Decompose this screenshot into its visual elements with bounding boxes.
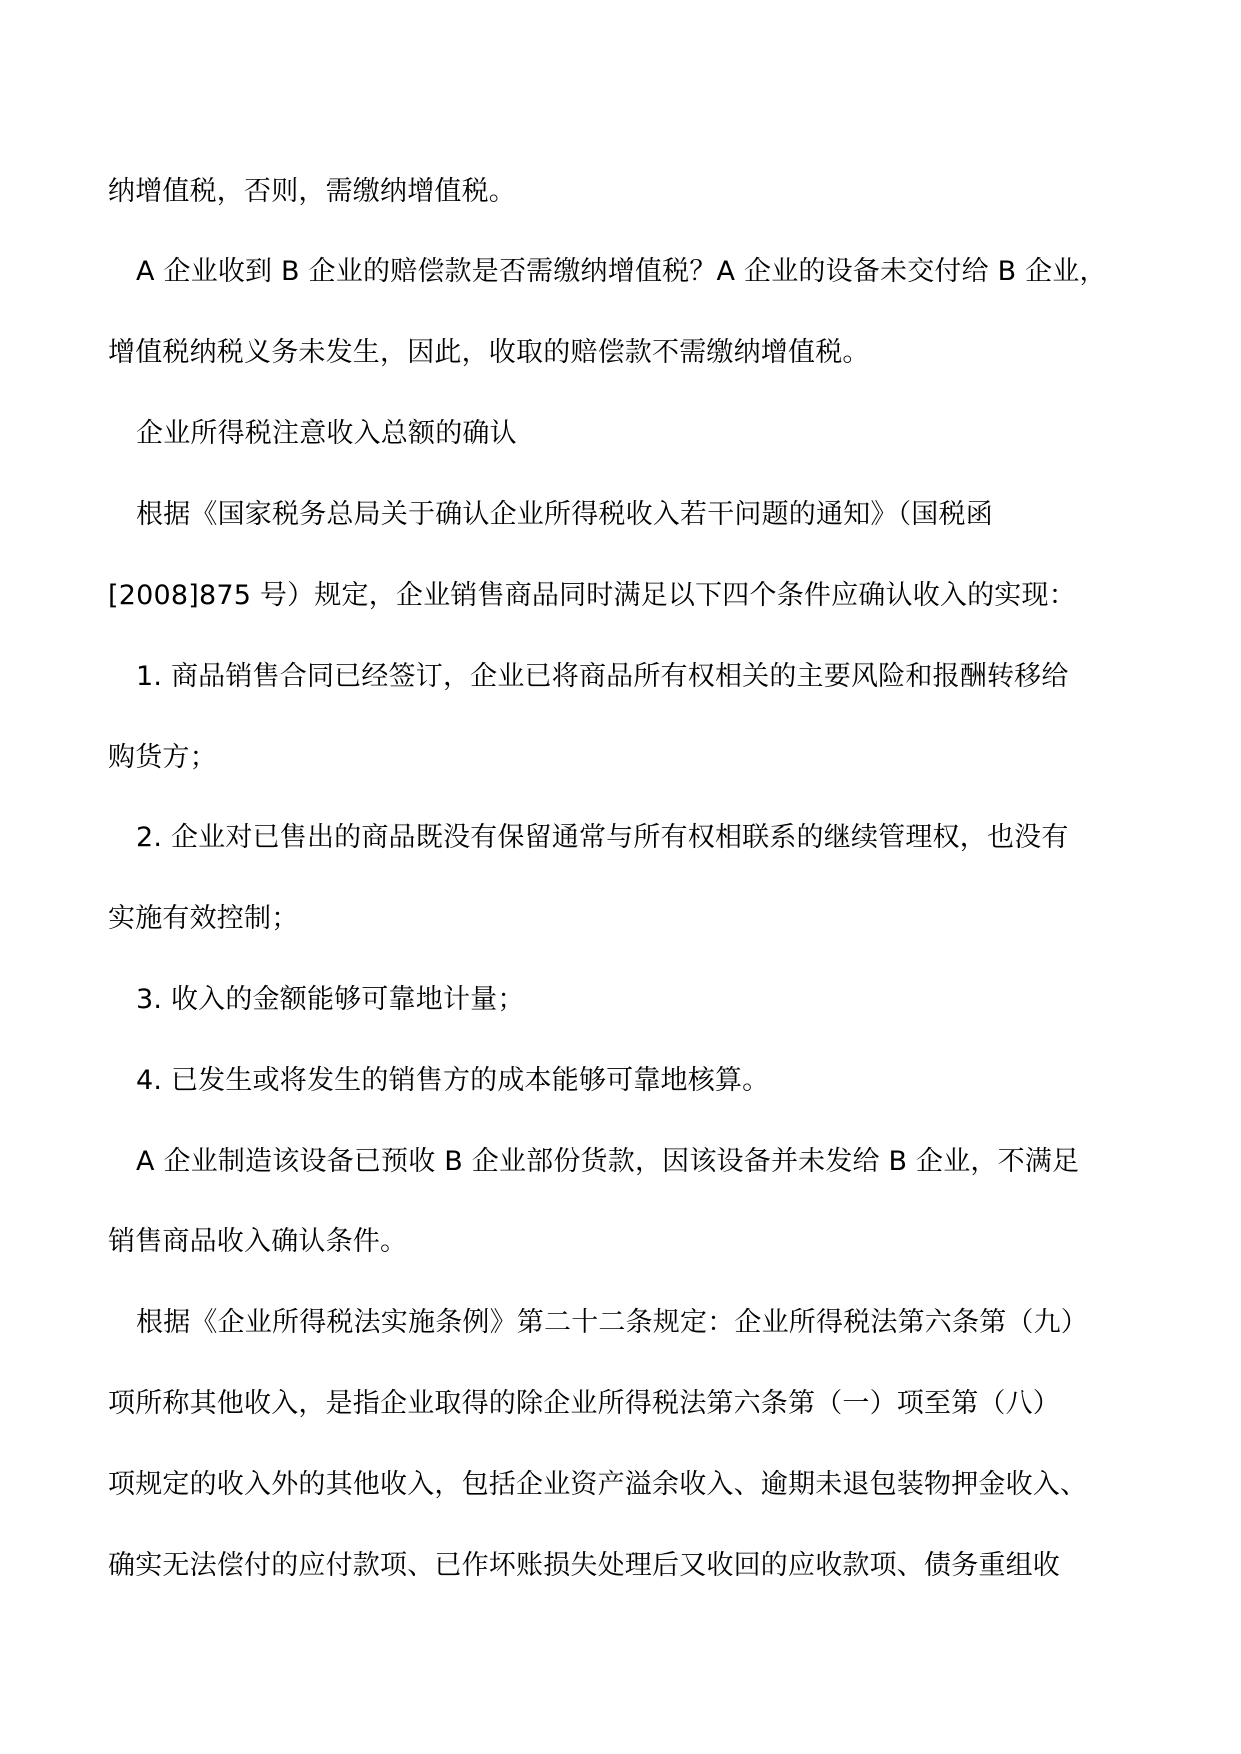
- list-item: 1. 商品销售合同已经签订，企业已将商品所有权相关的主要风险和报酬转移给: [136, 661, 1069, 692]
- paragraph-line: A 企业制造该设备已预收 B 企业部份货款，因该设备并未发给 B 企业，不满足: [136, 1146, 1080, 1177]
- section-heading: 企业所得税注意收入总额的确认: [136, 418, 517, 449]
- paragraph-line: 确实无法偿付的应付款项、已作坏账损失处理后又收回的应收款项、债务重组收: [108, 1550, 1060, 1581]
- paragraph-line: 项所称其他收入，是指企业取得的除企业所得税法第六条第（一）项至第（八）: [108, 1388, 1060, 1419]
- paragraph-line: 销售商品收入确认条件。: [108, 1226, 408, 1257]
- paragraph-line: 项规定的收入外的其他收入，包括企业资产溢余收入、逾期未退包装物押金收入、: [108, 1469, 1088, 1500]
- paragraph-line: 纳增值税，否则，需缴纳增值税。: [108, 176, 516, 207]
- paragraph-line: 根据《企业所得税法实施条例》第二十二条规定：企业所得税法第六条第（九）: [136, 1307, 1088, 1338]
- list-item: 2. 企业对已售出的商品既没有保留通常与所有权相联系的继续管理权，也没有: [136, 822, 1069, 853]
- list-item-continuation: 购货方；: [108, 742, 217, 773]
- paragraph-line: 根据《国家税务总局关于确认企业所得税收入若干问题的通知》（国税函: [136, 499, 993, 530]
- paragraph-line: [2008]875 号）规定，企业销售商品同时满足以下四个条件应确认收入的实现：: [108, 580, 1076, 611]
- list-item: 3. 收入的金额能够可靠地计量；: [136, 984, 525, 1015]
- paragraph-line: A 企业收到 B 企业的赔偿款是否需缴纳增值税？A 企业的设备未交付给 B 企业，: [136, 256, 1107, 287]
- list-item: 4. 已发生或将发生的销售方的成本能够可靠地核算。: [136, 1065, 770, 1096]
- list-item-continuation: 实施有效控制；: [108, 903, 299, 934]
- paragraph-line: 增值税纳税义务未发生，因此，收取的赔偿款不需缴纳增值税。: [108, 337, 870, 368]
